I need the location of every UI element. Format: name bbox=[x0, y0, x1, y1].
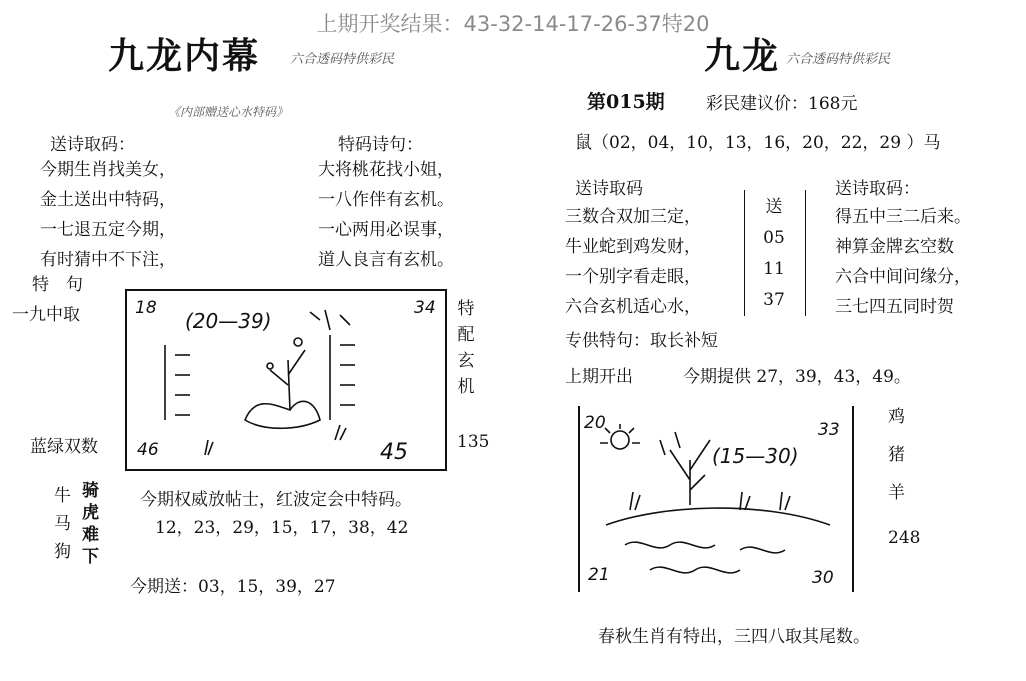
poem-line: 一心两用必误事， bbox=[318, 220, 454, 240]
right-bottom-line: 春秋生肖有特出，三四八取其尾数。 bbox=[598, 627, 870, 647]
right-send-column bbox=[744, 192, 804, 316]
right-poem-heading-left: 送诗取码 bbox=[575, 179, 643, 199]
right-poem-right bbox=[835, 202, 971, 322]
right-zodiac-side bbox=[888, 398, 905, 512]
right-box-bottom-right-number: 30 bbox=[812, 568, 834, 588]
left-side-title: 特 句 bbox=[32, 275, 83, 295]
left-box-bottom-left-number: 46 bbox=[137, 440, 159, 460]
right-title: 九龙 bbox=[704, 35, 781, 77]
right-provide-line: 今期提供 27，39，43，49。 bbox=[683, 367, 911, 387]
poem-line: 一个别字看走眼， bbox=[565, 267, 701, 287]
left-box-top-left-number: 18 bbox=[135, 298, 157, 318]
send-item: 送 bbox=[765, 197, 783, 217]
left-poem1 bbox=[40, 155, 176, 275]
send-item: 11 bbox=[763, 259, 785, 279]
right-poem-heading-right: 送诗取码： bbox=[835, 179, 920, 199]
left-line2: 12，23，29，15，17，38，42 bbox=[155, 518, 409, 538]
poem-line: 金土送出中特码， bbox=[40, 190, 176, 210]
right-box-bottom-left-number: 21 bbox=[588, 565, 610, 585]
left-phrase-column-2 bbox=[82, 546, 99, 568]
left-zodiac-column bbox=[54, 482, 71, 566]
poem-line: 六合玄机适心水， bbox=[565, 297, 701, 317]
left-poem2-heading: 特码诗句： bbox=[338, 135, 423, 155]
left-poem1-heading: 送诗取码： bbox=[50, 135, 135, 155]
right-subtitle: 六合透码特供彩民 bbox=[786, 52, 891, 67]
right-side-number: 248 bbox=[888, 528, 921, 548]
phrase-char: 难 bbox=[82, 525, 99, 545]
poem-line: 一七退五定今期， bbox=[40, 220, 176, 240]
left-subtitle: 六合透码特供彩民 bbox=[290, 52, 395, 67]
right-box-range: (15—30) bbox=[712, 444, 799, 468]
right-issue-number: 第015期 bbox=[587, 91, 665, 113]
send-item: 37 bbox=[763, 290, 785, 310]
previous-draw-result-banner: 上期开奖结果：43-32-14-17-26-37特20 bbox=[316, 12, 710, 36]
right-special-line: 专供特句：取长补短 bbox=[565, 331, 718, 351]
poem-line: 三数合双加三定， bbox=[565, 207, 701, 227]
zodiac-item: 羊 bbox=[888, 483, 905, 503]
left-title: 九龙内幕 bbox=[108, 35, 261, 77]
poem-line: 六合中间问缘分， bbox=[835, 267, 971, 287]
left-tagline: 《内部赠送心水特码》 bbox=[168, 105, 289, 119]
left-send-line: 今期送：03，15，39，27 bbox=[130, 577, 336, 597]
phrase-char: 虎 bbox=[82, 503, 99, 523]
right-poem-left bbox=[565, 202, 701, 322]
left-box-range: (20—39) bbox=[185, 309, 272, 333]
poem-line: 有时猜中不下注， bbox=[40, 250, 176, 270]
zodiac-item: 牛 bbox=[54, 486, 71, 506]
left-phrase-column-1 bbox=[82, 480, 99, 546]
poem-line: 道人良言有玄机。 bbox=[318, 250, 454, 270]
right-drawing-box bbox=[578, 406, 854, 592]
poem-line: 牛业蛇到鸡发财， bbox=[565, 237, 701, 257]
right-box-top-right-number: 33 bbox=[818, 420, 840, 440]
poem-line: 得五中三二后来。 bbox=[835, 207, 971, 227]
poem-line: 今期生肖找美女， bbox=[40, 160, 176, 180]
send-item: 05 bbox=[763, 228, 785, 248]
right-last-draw-label: 上期开出 bbox=[565, 367, 633, 387]
zodiac-item: 马 bbox=[54, 514, 71, 534]
left-side-line: 一九中取 bbox=[12, 305, 80, 325]
poem-line: 一八作伴有玄机。 bbox=[318, 190, 454, 210]
phrase-char: 下 bbox=[82, 547, 99, 567]
left-right-vertical-text: 特配玄机 bbox=[457, 299, 475, 397]
left-box-top-right-number: 34 bbox=[414, 298, 436, 318]
poem-line: 三七四五同时贺 bbox=[835, 297, 954, 317]
left-poem2 bbox=[318, 155, 454, 275]
left-box-bottom-right-number: 45 bbox=[380, 440, 408, 465]
left-side-bottom: 蓝绿双数 bbox=[30, 437, 98, 457]
right-rat-line: 鼠（02，04，10，13，16，20，22，29 ）马 bbox=[575, 133, 941, 153]
right-price: 彩民建议价：168元 bbox=[706, 94, 858, 114]
poem-line: 大将桃花找小姐， bbox=[318, 160, 454, 180]
left-right-number: 135 bbox=[457, 432, 490, 452]
zodiac-item: 猪 bbox=[888, 445, 905, 465]
zodiac-item: 鸡 bbox=[888, 407, 905, 427]
poem-line: 神算金牌玄空数 bbox=[835, 237, 954, 257]
zodiac-item: 狗 bbox=[54, 542, 71, 562]
left-line1: 今期权威放帖士，红波定会中特码。 bbox=[140, 490, 412, 510]
right-box-top-left-number: 20 bbox=[584, 413, 606, 433]
phrase-char: 骑 bbox=[82, 481, 99, 501]
